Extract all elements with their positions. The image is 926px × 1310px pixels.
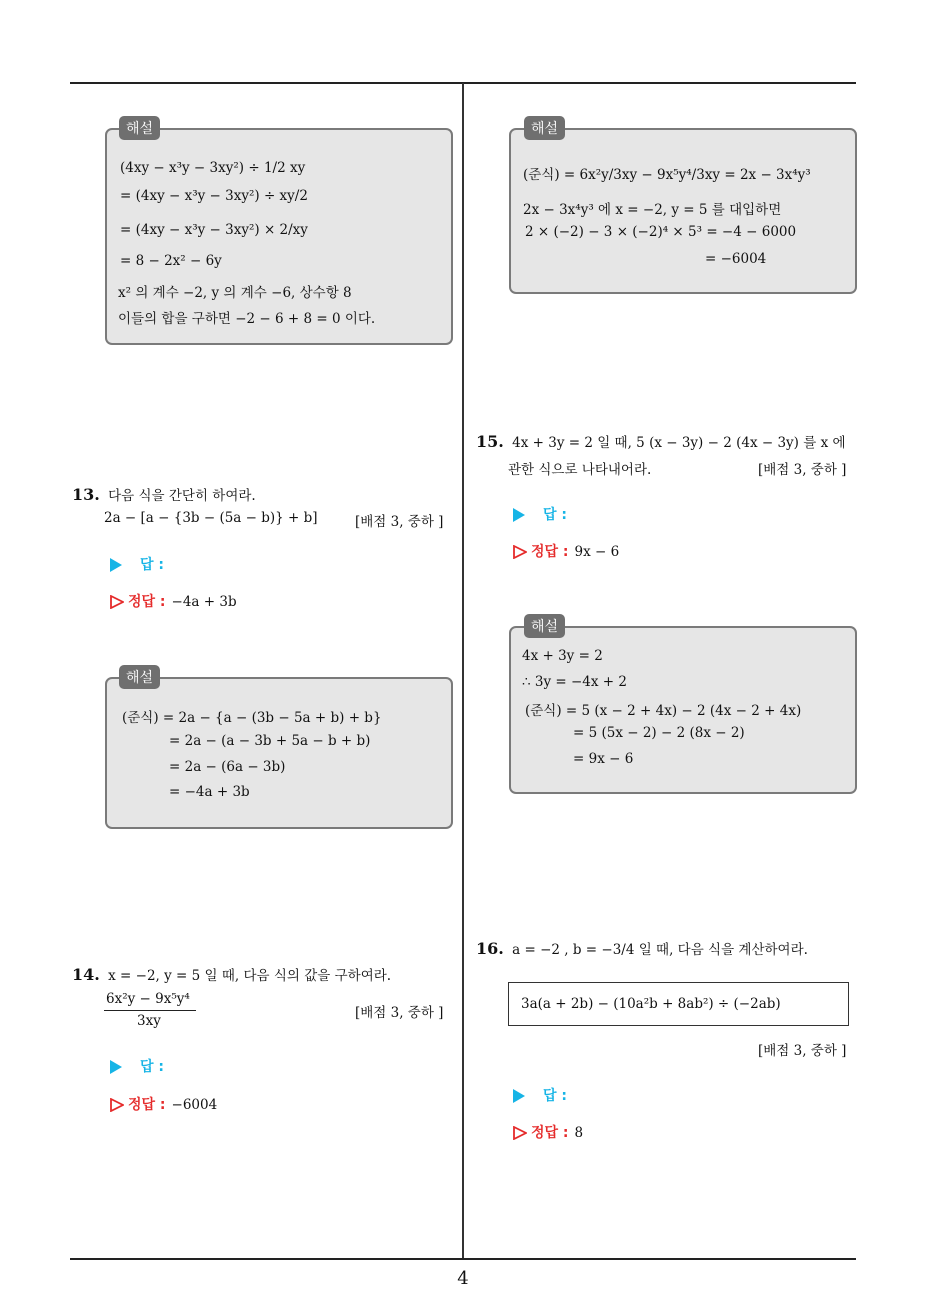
answer-input-row[interactable] — [513, 1085, 567, 1105]
outline-arrow-icon — [513, 1126, 525, 1140]
fraction-bar — [104, 1010, 196, 1011]
solution-tag: 해설 — [524, 614, 565, 638]
solution-line: = −6004 — [705, 251, 767, 267]
solution-line: x² 의 계수 −2, y 의 계수 −6, 상수항 8 — [118, 285, 352, 301]
correct-answer-row — [110, 591, 237, 611]
correct-label: 정답 : — [531, 544, 569, 560]
question-number: 16. — [476, 939, 504, 958]
answer-label: 답 : — [543, 1088, 567, 1104]
fraction-denominator: 3xy — [137, 1013, 161, 1029]
play-arrow-icon — [513, 1089, 525, 1103]
solution-line: 이들의 합을 구하면 −2 − 6 + 8 = 0 이다. — [118, 311, 376, 327]
fraction-numerator: 6x²y − 9x⁵y⁴ — [106, 991, 190, 1007]
boxed-expression: 3a(a + 2b) − (10a²b + 8ab²) ÷ (−2ab) — [521, 996, 781, 1012]
score-meta: [배점 3, 중하 ] — [355, 514, 444, 530]
correct-answer-value: 9x − 6 — [574, 544, 620, 560]
score-meta: [배점 3, 중하 ] — [355, 1005, 444, 1021]
column-divider — [462, 83, 464, 1258]
solution-line: (4xy − x³y − 3xy²) ÷ 1/2 xy — [120, 160, 306, 176]
question-13 — [72, 484, 256, 504]
question-number: 14. — [72, 965, 100, 984]
solution-line: = 2a − (a − 3b + 5a − b + b) — [169, 733, 371, 749]
correct-answer-value: 8 — [574, 1125, 584, 1141]
solution-line: (준식) = 5 (x − 2 + 4x) − 2 (4x − 2 + 4x) — [525, 703, 802, 719]
solution-line: 2 × (−2) − 3 × (−2)⁴ × 5³ = −4 − 6000 — [525, 224, 797, 240]
solution-line: (준식) = 2a − {a − (3b − 5a + b) + b} — [122, 710, 382, 726]
play-arrow-icon — [110, 1060, 122, 1074]
question-number: 15. — [476, 432, 504, 451]
correct-label: 정답 : — [128, 1097, 166, 1113]
answer-label: 답 : — [543, 507, 567, 523]
question-text: a = −2 , b = −3/4 일 때, 다음 식을 계산하여라. — [512, 942, 808, 958]
question-14 — [72, 964, 391, 984]
outline-arrow-icon — [513, 545, 525, 559]
correct-answer-row — [110, 1094, 217, 1114]
answer-label: 답 : — [140, 557, 164, 573]
solution-line: = (4xy − x³y − 3xy²) ÷ xy/2 — [120, 188, 308, 204]
question-text-cont: 관한 식으로 나타내어라. — [508, 462, 652, 478]
question-15 — [476, 431, 846, 451]
correct-label: 정답 : — [128, 594, 166, 610]
solution-line: = 2a − (6a − 3b) — [169, 759, 286, 775]
play-arrow-icon — [513, 508, 525, 522]
question-number: 13. — [72, 485, 100, 504]
solution-line: = 8 − 2x² − 6y — [120, 253, 222, 269]
answer-input-row[interactable] — [110, 1056, 164, 1076]
play-arrow-icon — [110, 558, 122, 572]
correct-answer-value: −6004 — [171, 1097, 218, 1113]
solution-line: = 9x − 6 — [573, 751, 634, 767]
solution-line: ∴ 3y = −4x + 2 — [522, 674, 627, 690]
page-number: 4 — [457, 1268, 469, 1289]
answer-label: 답 : — [140, 1059, 164, 1075]
outline-arrow-icon — [110, 1098, 122, 1112]
solution-box-q13 — [105, 677, 453, 829]
correct-answer-row — [513, 541, 619, 561]
score-meta: [배점 3, 중하 ] — [758, 462, 847, 478]
correct-answer-value: −4a + 3b — [171, 594, 237, 610]
question-text: 다음 식을 간단히 하여라. — [108, 488, 256, 504]
solution-line: 2x − 3x⁴y³ 에 x = −2, y = 5 를 대입하면 — [523, 202, 782, 218]
outline-arrow-icon — [110, 595, 122, 609]
correct-answer-row — [513, 1122, 583, 1142]
solution-tag: 해설 — [524, 116, 565, 140]
question-16 — [476, 938, 808, 958]
solution-line: (준식) = 6x²y/3xy − 9x⁵y⁴/3xy = 2x − 3x⁴y³ — [523, 167, 811, 183]
question-text: x = −2, y = 5 일 때, 다음 식의 값을 구하여라. — [108, 968, 392, 984]
solution-tag: 해설 — [119, 665, 160, 689]
answer-input-row[interactable] — [513, 504, 567, 524]
bottom-rule — [70, 1258, 856, 1260]
question-text: 4x + 3y = 2 일 때, 5 (x − 3y) − 2 (4x − 3y) 를 x 에 — [512, 435, 846, 451]
score-meta: [배점 3, 중하 ] — [758, 1043, 847, 1059]
solution-line: = −4a + 3b — [169, 784, 250, 800]
solution-line: = (4xy − x³y − 3xy²) × 2/xy — [120, 222, 308, 238]
correct-label: 정답 : — [531, 1125, 569, 1141]
solution-line: 4x + 3y = 2 — [522, 648, 603, 664]
solution-tag: 해설 — [119, 116, 160, 140]
answer-input-row[interactable] — [110, 554, 164, 574]
solution-line: = 5 (5x − 2) − 2 (8x − 2) — [573, 725, 745, 741]
question-expression: 2a − [a − {3b − (5a − b)} + b] — [104, 510, 318, 526]
